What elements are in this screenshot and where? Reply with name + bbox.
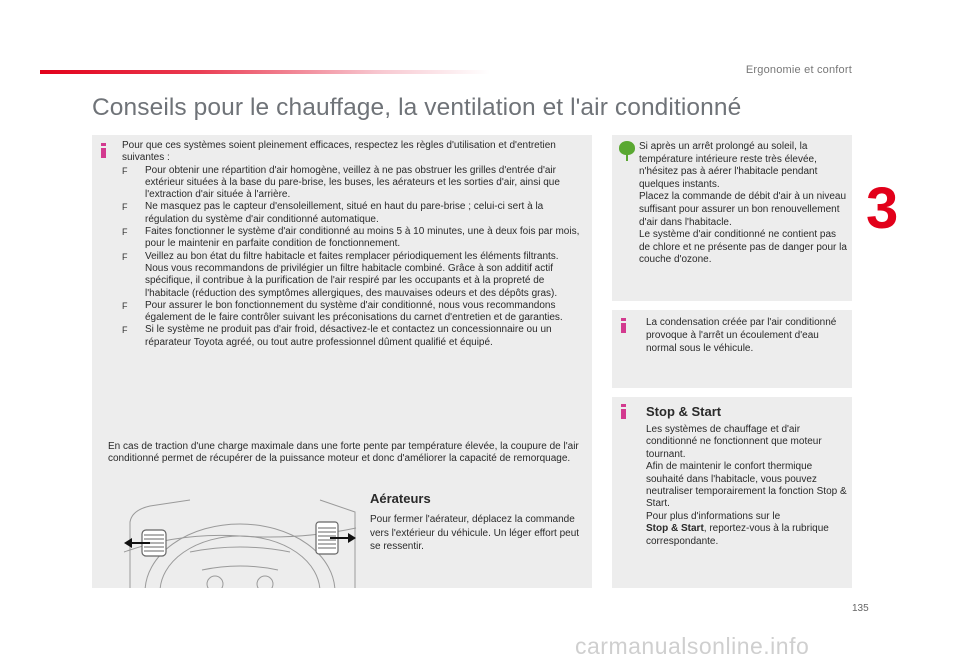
maintenance-tips xyxy=(122,140,587,349)
aerateurs-title: Aérateurs xyxy=(370,491,431,506)
bullet-glyph: F xyxy=(122,202,128,213)
info-icon xyxy=(621,318,626,333)
chapter-number: 3 xyxy=(866,176,899,241)
bullet-glyph: F xyxy=(122,251,128,262)
traction-note: En cas de traction d'une charge maximale dans une forte pente par température élevée, la coupure de l'air conditionné permet de récupérer de la puissance moteur et donc d'améliorer la capacité de remorquage. xyxy=(108,441,579,465)
list-item: F Pour obtenir une répartition d'air homogène, veillez à ne pas obstruer les grilles d'entrée d'air extérieur situées à la base du pare-brise, les buses, les aérateurs et les sorties d'air, ainsi que l'extraction d'air située à l'arrière. xyxy=(122,164,560,201)
list-item: F Ne masquez pas le capteur d'ensoleillement, situé en haut du pare-brise ; celui-ci sert à la régulation du système d'air conditionné automatique. xyxy=(122,201,544,225)
condensation-text: La condensation créée par l'air conditionné provoque à l'arrêt un écoulement d'eau normal sous le véhicule. xyxy=(646,317,837,354)
stop-start-text: Les systèmes de chauffage et d'air conditionné ne fonctionnent que moteur tournant. Afin de maintenir le confort thermique souhaité dans l'habitacle, vous pouvez neutraliser temporairement la fonction Stop & Start. Pour plus d'informations sur le Stop & Start, reportez-vous à la rubrique correspondante. xyxy=(646,424,847,547)
list-item: F Pour assurer le bon fonctionnement du système d'air conditionné, nous vous recommandons également de le faire contrôler suivant les préconisations du carnet d'entretien et de garanties. xyxy=(122,299,563,324)
bullet-glyph: F xyxy=(122,325,128,336)
eco-text: Si après un arrêt prolongé au soleil, la température intérieure reste très élevée, n'hésitez pas à aérer l'habitacle pendant quelques instants. Placez la commande de débit d'air à un niveau suffisant pour assurer un bon renouvellement d'air dans l'habitacle. Le système d'air conditionné ne contient pas de chlore et ne présente pas de danger pour la couche d'ozone. xyxy=(639,141,847,266)
section-header: Ergonomie et confort xyxy=(745,64,852,76)
page-title: Conseils pour le chauffage, la ventilation et l'air conditionné xyxy=(92,94,742,121)
bullet-glyph: F xyxy=(122,227,128,238)
intro-text: Pour que ces systèmes soient pleinement efficaces, respectez les règles d'utilisation et d'entretien suivantes : xyxy=(122,140,556,164)
stop-start-reference: Stop & Start xyxy=(646,523,704,535)
filter-note: Nous vous recommandons de privilégier un filtre habitacle combiné. Grâce à son additif actif spécifique, il contribue à la purification de l'air respiré par les occupants et à la propreté de l'habitacle (réduction des symptômes allergiques, des mauvaises odeurs et des dépôts gras). xyxy=(145,262,558,299)
bullet-glyph: F xyxy=(122,165,128,176)
leaf-icon xyxy=(619,141,635,161)
watermark: carmanualsonline.info xyxy=(575,633,810,659)
info-icon xyxy=(621,404,626,419)
list-item: F Si le système ne produit pas d'air froid, désactivez-le et contactez un concessionnaire ou un réparateur Toyota agréé, ou tout autre professionnel dûment qualifié et équipé. xyxy=(122,324,552,348)
list-item: F Veillez au bon état du filtre habitacle et faites remplacer périodiquement les éléments filtrants. xyxy=(122,250,559,262)
tips-list-2 xyxy=(122,300,587,349)
header-accent-bar xyxy=(40,70,490,74)
stop-start-title: Stop & Start xyxy=(646,404,722,419)
aerateurs-text: Pour fermer l'aérateur, déplacez la commande vers l'extérieur du véhicule. Un léger effort peut se ressentir. xyxy=(370,514,580,552)
vent-illustration xyxy=(120,492,360,588)
tips-list xyxy=(122,165,587,263)
info-icon xyxy=(101,143,106,158)
bullet-glyph: F xyxy=(122,300,128,311)
page-number: 135 xyxy=(852,603,869,614)
list-item: F Faites fonctionner le système d'air conditionné au moins 5 à 10 minutes, une à deux fois par mois, pour le maintenir en parfaite condition de fonctionnement. xyxy=(122,226,580,250)
